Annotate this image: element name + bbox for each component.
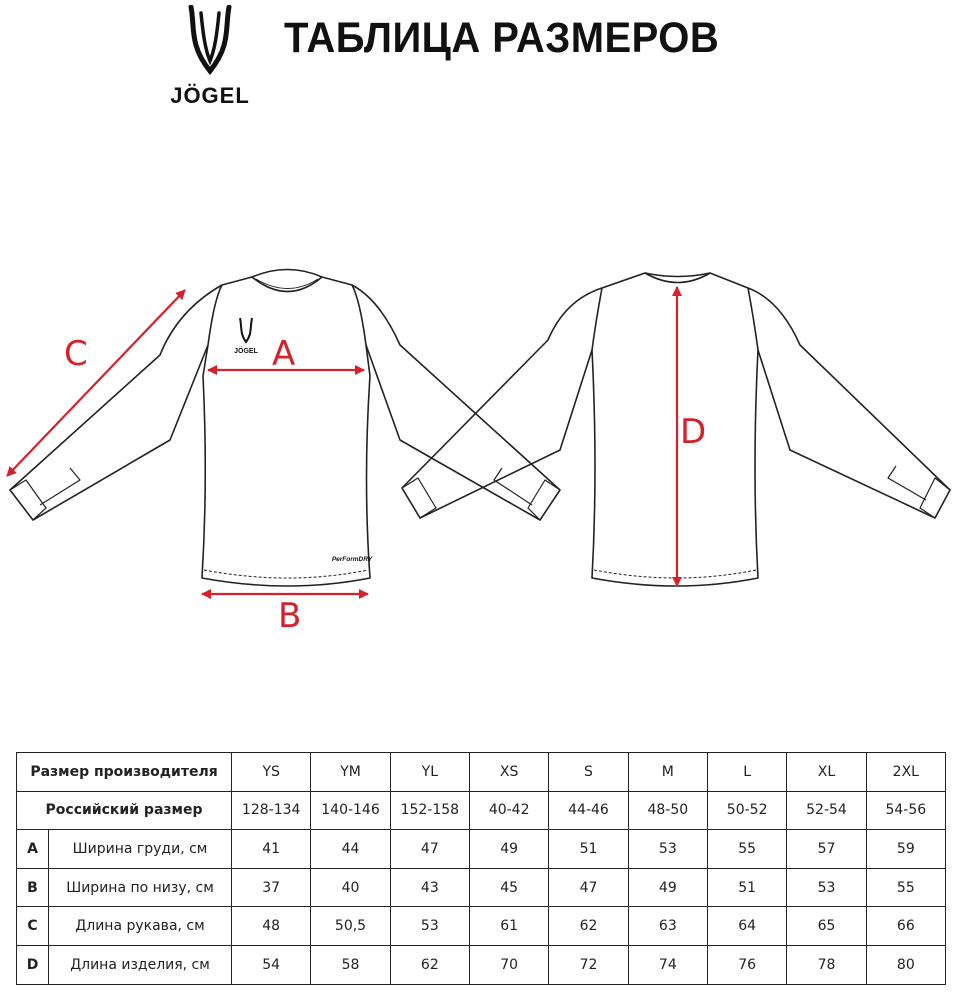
- russian-size-header: Российский размер: [17, 791, 232, 830]
- value-cell: 78: [787, 945, 866, 984]
- value-cell: 47: [549, 868, 628, 907]
- row-letter: C: [17, 907, 49, 946]
- table-row-russian-size: [17, 791, 946, 830]
- chest-logo: [234, 318, 258, 355]
- value-cell: 45: [470, 868, 549, 907]
- size-cell: S: [549, 753, 628, 792]
- value-cell: 54: [232, 945, 311, 984]
- russian-size-cell: 54-56: [866, 791, 945, 830]
- value-cell: 49: [628, 868, 707, 907]
- value-cell: 37: [232, 868, 311, 907]
- row-label: Длина рукава, см: [49, 907, 232, 946]
- value-cell: 80: [866, 945, 945, 984]
- measure-b-label: B: [278, 596, 302, 636]
- value-cell: 55: [866, 868, 945, 907]
- measure-c-arrow: [7, 290, 185, 476]
- row-label: Длина изделия, см: [49, 945, 232, 984]
- size-cell: L: [707, 753, 786, 792]
- value-cell: 48: [232, 907, 311, 946]
- measure-c-label: C: [64, 334, 88, 374]
- front-body-outline: [202, 270, 370, 587]
- value-cell: 63: [628, 907, 707, 946]
- row-letter: B: [17, 868, 49, 907]
- russian-size-cell: 140-146: [311, 791, 390, 830]
- table-row-manufacturer-size: [17, 753, 946, 792]
- brand-logo: [155, 5, 265, 108]
- value-cell: 64: [707, 907, 786, 946]
- value-cell: 57: [787, 830, 866, 869]
- table-row-garment-length: [17, 945, 946, 984]
- russian-size-cell: 44-46: [549, 791, 628, 830]
- print-label: PerFormDRY: [331, 556, 373, 563]
- russian-size-cell: 52-54: [787, 791, 866, 830]
- row-label: Ширина по низу, см: [49, 868, 232, 907]
- value-cell: 41: [232, 830, 311, 869]
- value-cell: 70: [470, 945, 549, 984]
- size-cell: YS: [232, 753, 311, 792]
- shirt-illustration: [0, 250, 953, 650]
- value-cell: 61: [470, 907, 549, 946]
- value-cell: 74: [628, 945, 707, 984]
- value-cell: 62: [549, 907, 628, 946]
- row-letter: D: [17, 945, 49, 984]
- jogel-logo-icon: [183, 5, 237, 77]
- value-cell: 62: [390, 945, 469, 984]
- value-cell: 49: [470, 830, 549, 869]
- value-cell: 43: [390, 868, 469, 907]
- value-cell: 58: [311, 945, 390, 984]
- table-row-bottom-width: [17, 868, 946, 907]
- value-cell: 53: [787, 868, 866, 907]
- back-body-outline: [592, 273, 758, 586]
- value-cell: 51: [707, 868, 786, 907]
- value-cell: 47: [390, 830, 469, 869]
- size-cell: XS: [470, 753, 549, 792]
- value-cell: 44: [311, 830, 390, 869]
- size-cell: XL: [787, 753, 866, 792]
- size-cell: YM: [311, 753, 390, 792]
- value-cell: 59: [866, 830, 945, 869]
- russian-size-cell: 50-52: [707, 791, 786, 830]
- value-cell: 53: [390, 907, 469, 946]
- row-label: Ширина груди, см: [49, 830, 232, 869]
- value-cell: 55: [707, 830, 786, 869]
- measure-d-label: D: [680, 412, 707, 452]
- shirt-front-view: [10, 270, 560, 587]
- value-cell: 53: [628, 830, 707, 869]
- value-cell: 65: [787, 907, 866, 946]
- value-cell: 51: [549, 830, 628, 869]
- measure-a-label: A: [272, 334, 296, 374]
- size-cell: M: [628, 753, 707, 792]
- russian-size-cell: 152-158: [390, 791, 469, 830]
- size-cell: 2XL: [866, 753, 945, 792]
- value-cell: 40: [311, 868, 390, 907]
- front-right-sleeve: [352, 285, 560, 520]
- back-left-sleeve: [402, 288, 602, 518]
- russian-size-cell: 48-50: [628, 791, 707, 830]
- size-cell: YL: [390, 753, 469, 792]
- table-row-chest-width: [17, 830, 946, 869]
- chest-logo-text: JÖGEL: [234, 348, 258, 355]
- value-cell: 76: [707, 945, 786, 984]
- page-title: ТАБЛИЦА РАЗМЕРОВ: [284, 14, 720, 62]
- size-table: [16, 752, 946, 985]
- russian-size-cell: 40-42: [470, 791, 549, 830]
- logo-wordmark: JÖGEL: [170, 83, 250, 108]
- front-neckline: [252, 277, 322, 292]
- table-row-sleeve-length: [17, 907, 946, 946]
- manufacturer-size-header: Размер производителя: [17, 753, 232, 792]
- value-cell: 72: [549, 945, 628, 984]
- value-cell: 50,5: [311, 907, 390, 946]
- back-right-sleeve: [748, 288, 950, 518]
- front-left-sleeve: [10, 285, 222, 520]
- value-cell: 66: [866, 907, 945, 946]
- russian-size-cell: 128-134: [232, 791, 311, 830]
- row-letter: A: [17, 830, 49, 869]
